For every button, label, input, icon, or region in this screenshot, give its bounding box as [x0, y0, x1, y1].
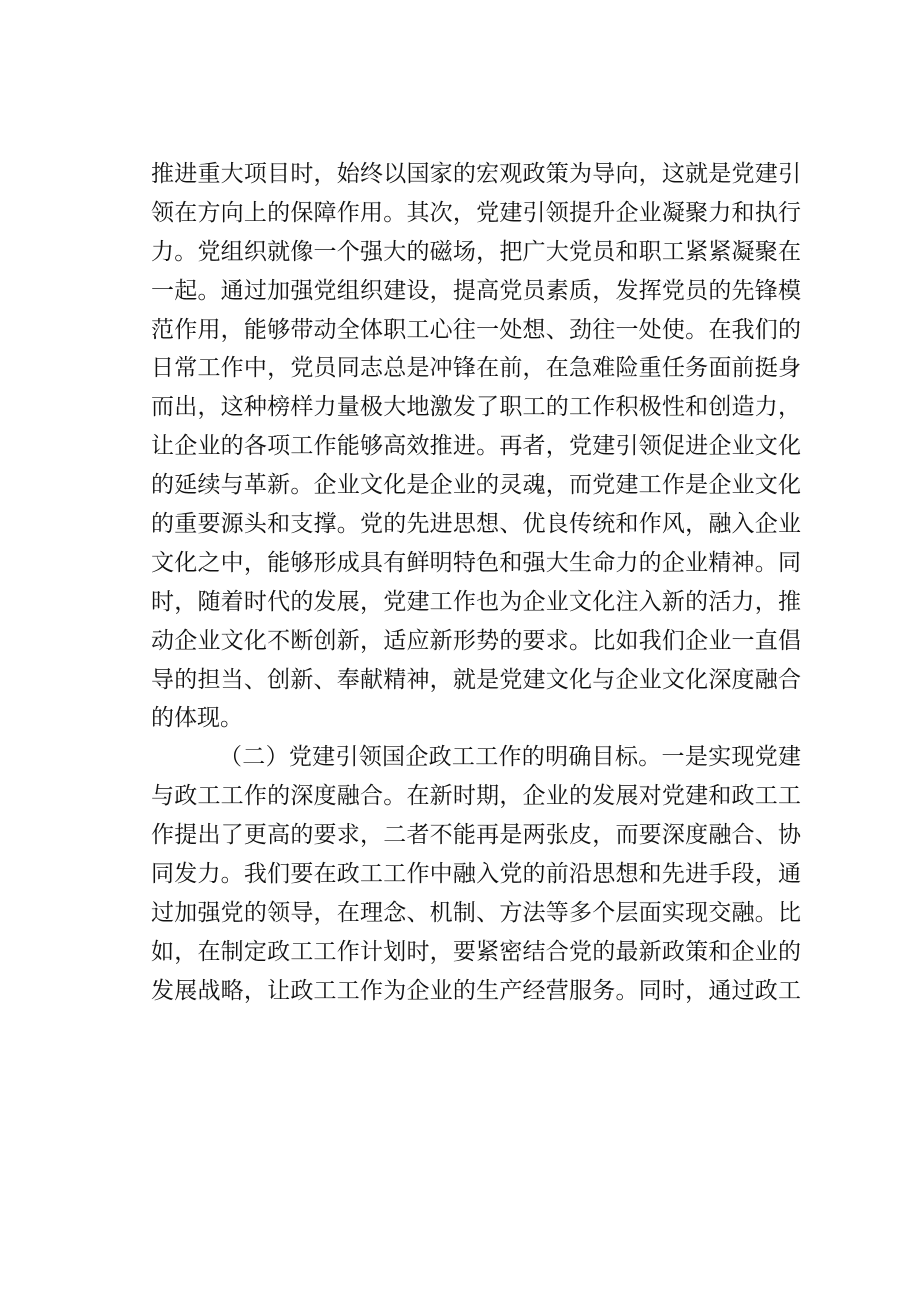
text-line: 领在方向上的保障作用。其次，党建引领提升企业凝聚力和执行 — [151, 199, 801, 226]
text-line: 如，在制定政工工作计划时，要紧密结合党的最新政策和企业的 — [151, 938, 801, 965]
text-line: 文化之中，能够形成具有鲜明特色和强大生命力的企业精神。同 — [151, 549, 801, 576]
text-line: 过加强党的领导，在理念、机制、方法等多个层面实现交融。比 — [151, 899, 801, 926]
text-line: 日常工作中，党员同志总是冲锋在前，在急难险重任务面前挺身 — [151, 355, 801, 382]
text-line: 力。党组织就像一个强大的磁场，把广大党员和职工紧紧凝聚在 — [151, 238, 801, 265]
text-line: 发展战略，让政工工作为企业的生产经营服务。同时，通过政工 — [151, 977, 801, 1004]
text-line: 推进重大项目时，始终以国家的宏观政策为导向，这就是党建引 — [151, 161, 801, 187]
text-line: 同发力。我们要在政工工作中融入党的前沿思想和先进手段，通 — [151, 861, 801, 888]
text-line: 的重要源头和支撑。党的先进思想、优良传统和作风，融入企业 — [151, 511, 801, 538]
body-text — [151, 155, 801, 1011]
text-line: 的延续与革新。企业文化是企业的灵魂，而党建工作是企业文化 — [151, 472, 801, 499]
text-line: 范作用，能够带动全体职工心往一处想、劲往一处使。在我们的 — [151, 316, 801, 343]
text-line: 作提出了更高的要求，二者不能再是两张皮，而要深度融合、协 — [151, 822, 801, 849]
text-line: 导的担当、创新、奉献精神，就是党建文化与企业文化深度融合 — [151, 666, 801, 693]
text-line: 动企业文化不断创新，适应新形势的要求。比如我们企业一直倡 — [151, 627, 801, 654]
paragraph-end-line: 的体现。 — [151, 705, 243, 732]
text-line: 而出，这种榜样力量极大地激发了职工的工作积极性和创造力， — [151, 394, 801, 421]
text-line: 让企业的各项工作能够高效推进。再者，党建引领促进企业文化 — [151, 433, 801, 460]
text-line: 与政工工作的深度融合。在新时期，企业的发展对党建和政工工 — [151, 783, 801, 810]
text-line: 时，随着时代的发展，党建工作也为企业文化注入新的活力，推 — [151, 588, 801, 615]
text-line: 一起。通过加强党组织建设，提高党员素质，发挥党员的先锋模 — [151, 277, 801, 304]
section-heading-line: （二）党建引领国企政工工作的明确目标。一是实现党建 — [219, 744, 801, 771]
